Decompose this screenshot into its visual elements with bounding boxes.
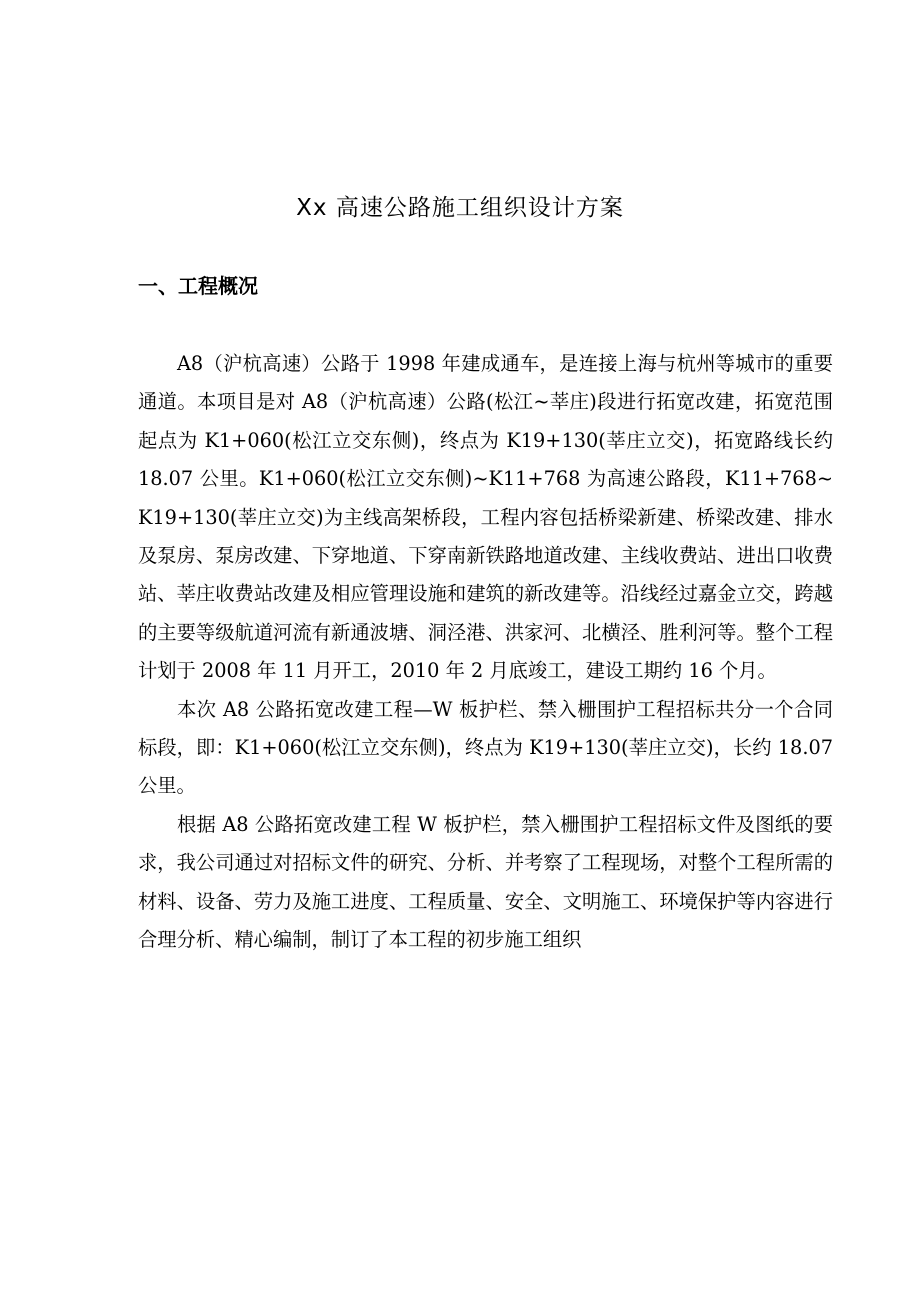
body-text [138,345,833,960]
paragraph-contract-section: 本次 A8 公路拓宽改建工程—W 板护栏、禁入栅围护工程招标共分一个合同标段，即：K1+060(松江立交东侧)，终点为 K19+130(莘庄立交)，长约 18.07 公里。 [138,697,833,798]
paragraph-project-background: A8（沪杭高速）公路于 1998 年建成通车，是连接上海与杭州等城市的重要通道。本项目是对 A8（沪杭高速）公路(松江~莘庄)段进行拓宽改建，拓宽范围起点为 K1+060(松江立交东侧)，终点为 K19+130(莘庄立交)，拓宽路线长约 18.07 公里。K1+060(松江立交东侧)~K11+768 为高速公路段，K11+768~K19+130(莘庄立交)为主线高架桥段，工程内容包括桥梁新建、桥梁改建、排水及泵房、泵房改建、下穿地道、下穿南新铁路地道改建、主线收费站、进出口收费站、莘庄收费站改建及相应管理设施和建筑的新改建等。沿线经过嘉金立交，跨越的主要等级航道河流有新通波塘、洞泾港、洪家河、北横泾、胜利河等。整个工程计划于 2008 年 11 月开工，2010 年 2 月底竣工，建设工期约 16 个月。 [138,352,833,683]
section-heading-project-overview: 一、工程概况 [138,274,258,298]
document-title: Xx 高速公路施工组织设计方案 [296,195,624,221]
paragraph-bid-basis: 根据 A8 公路拓宽改建工程 W 板护栏，禁入栅围护工程招标文件及图纸的要求，我公司通过对招标文件的研究、分析、并考察了工程现场，对整个工程所需的材料、设备、劳力及施工进度、工程质量、安全、文明施工、环境保护等内容进行合理分析、精心编制，制订了本工程的初步施工组织 [138,812,833,952]
